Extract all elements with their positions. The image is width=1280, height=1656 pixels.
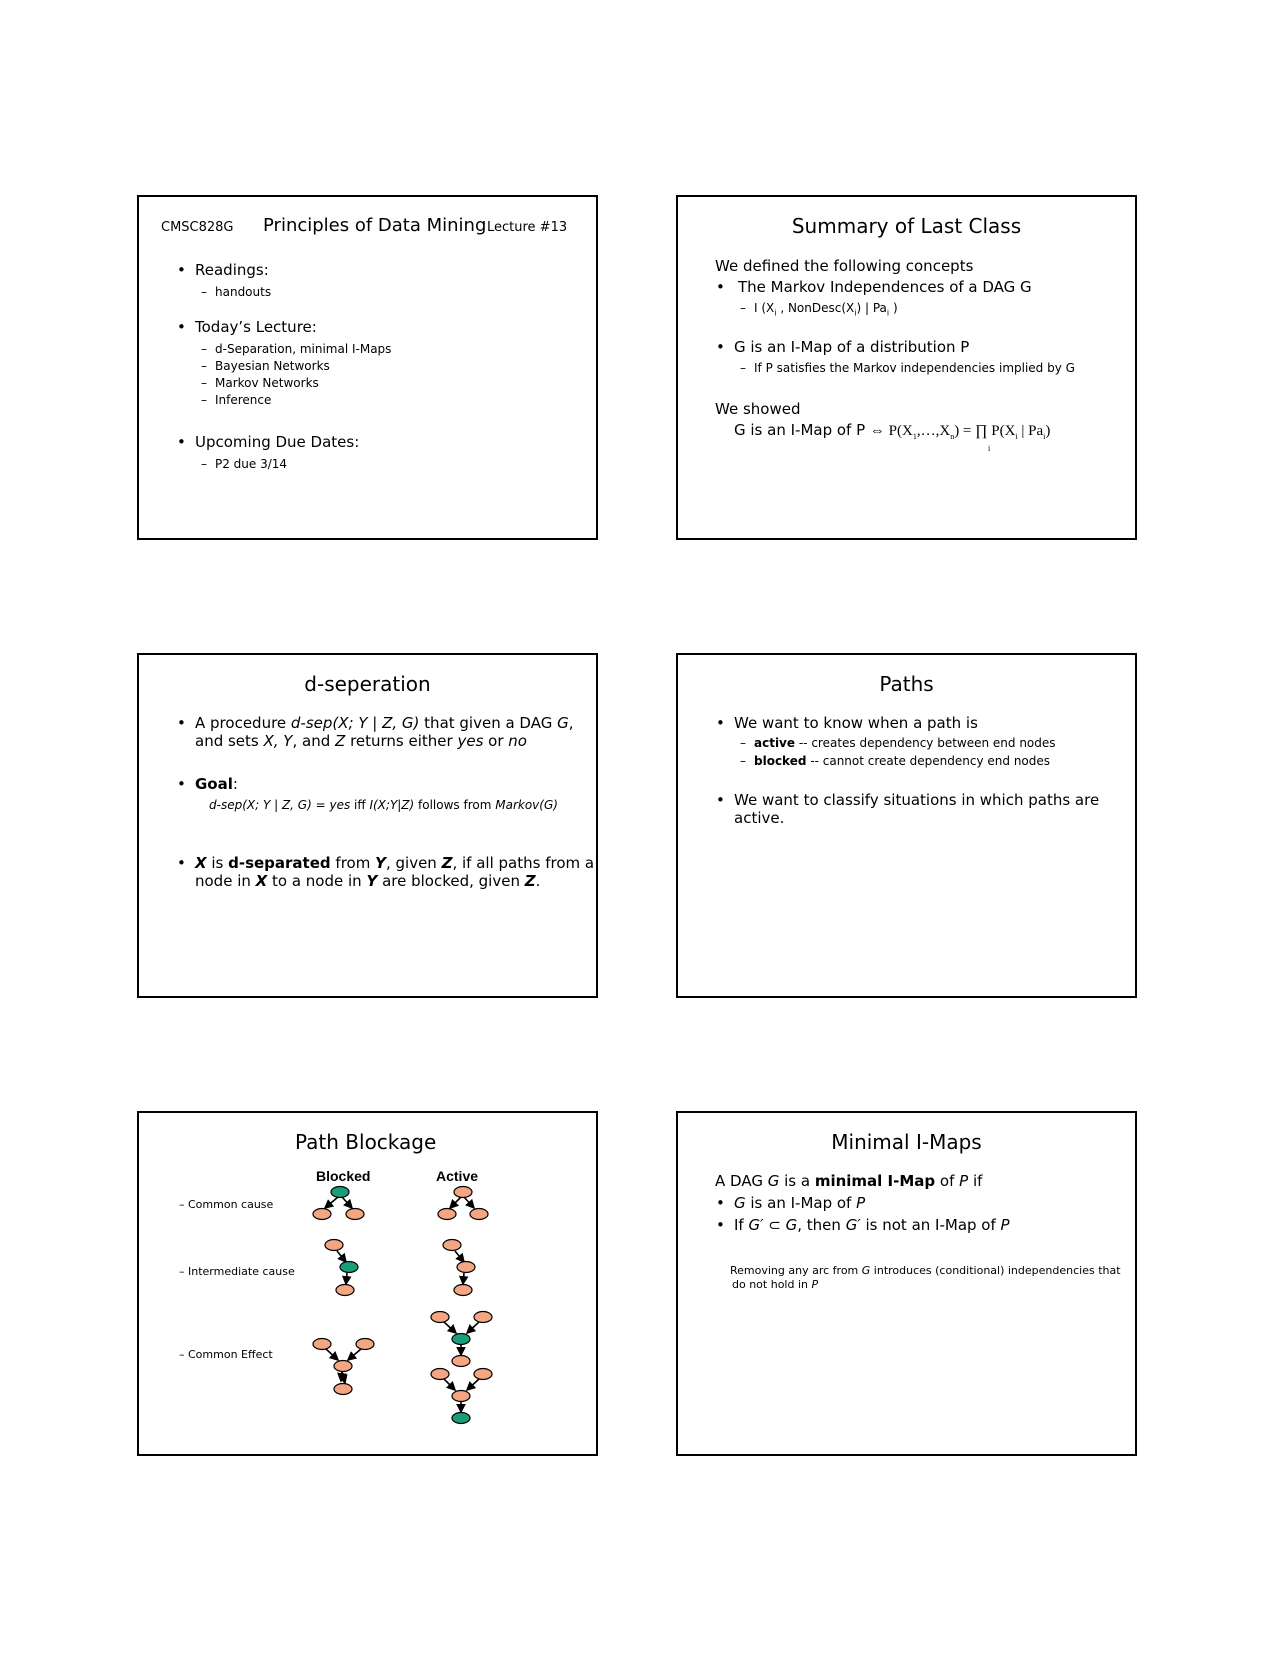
bullet-text: We want to know when a path is [734, 714, 978, 732]
course-title: Principles of Data Mining [263, 215, 487, 236]
edge [325, 1197, 338, 1208]
dash: – [740, 361, 746, 375]
node [443, 1240, 461, 1251]
node [336, 1285, 354, 1296]
node [431, 1369, 449, 1380]
row-label: – Intermediate cause [179, 1265, 295, 1278]
due-label: Upcoming Due Dates: [195, 433, 360, 451]
dash: – [201, 285, 207, 299]
node [452, 1356, 470, 1367]
bullet-text: We want to classify situations in which paths are [734, 791, 1100, 809]
sub-item: If P satisfies the Markov independencies implied by G [754, 361, 1075, 375]
node [470, 1209, 488, 1220]
bullet: • [177, 318, 186, 336]
bullet: • [716, 278, 725, 296]
node [457, 1262, 475, 1273]
node [325, 1240, 343, 1251]
readings-label: Readings: [195, 261, 269, 279]
slide-3 [137, 653, 598, 998]
column-blocked: Blocked [316, 1168, 371, 1184]
edge [342, 1197, 352, 1208]
slide-title: Minimal I-Maps [831, 1130, 982, 1154]
bullet: • [716, 714, 725, 732]
column-active: Active [436, 1168, 479, 1184]
bullet: • [177, 261, 186, 279]
bullet-text: G is an I-Map of a distribution P [734, 338, 970, 356]
goal-label: Goal: [195, 775, 238, 793]
node [431, 1312, 449, 1323]
node [346, 1209, 364, 1220]
intro-text: We defined the following concepts [715, 257, 974, 275]
bullet-text-line2: active. [734, 809, 785, 827]
product-index: i [988, 444, 991, 453]
bullet-text-line2: and sets X, Y, and Z returns either yes or no [195, 732, 527, 750]
slide-1 [137, 195, 598, 540]
dash: – [201, 342, 207, 356]
node-observed [452, 1413, 470, 1424]
slide-2 [676, 195, 1137, 540]
bullet-text: If G′ ⊂ G, then G′ is not an I-Map of P [734, 1216, 1010, 1234]
edge [450, 1197, 461, 1208]
readings-item: handouts [215, 285, 272, 299]
due-item: P2 due 3/14 [215, 457, 288, 471]
edge [348, 1349, 361, 1360]
lecture-number: Lecture #13 [487, 220, 568, 235]
slide-title: Summary of Last Class [791, 214, 1022, 238]
node [313, 1339, 331, 1350]
today-label: Today’s Lecture: [195, 318, 317, 336]
slide-title: d-seperation [304, 672, 431, 696]
edge [455, 1251, 464, 1262]
today-item: Markov Networks [215, 376, 319, 390]
node [356, 1339, 374, 1350]
course-code: CMSC828G [161, 220, 234, 235]
bullet: • [716, 1216, 725, 1234]
bullet: • [177, 714, 186, 732]
formula: G is an I-Map of P ⇔ $P(X_1,\dots,X_n)$ = ∏ $P(X_i$ | $Pa_i$) [734, 421, 1051, 441]
dash: – [740, 754, 746, 768]
edge [463, 1273, 464, 1284]
definition: A DAG G is a minimal I-Map of P if [715, 1172, 983, 1190]
bullet: • [177, 854, 186, 872]
edge [444, 1379, 455, 1390]
node [334, 1384, 352, 1395]
bullet-text-line2: node in X to a node in Y are blocked, given Z. [195, 872, 541, 890]
bullet-text: G is an I-Map of P [734, 1194, 866, 1212]
node [313, 1209, 331, 1220]
edge [326, 1349, 338, 1360]
note: Removing any arc from G introduces (conditional) independencies that [730, 1264, 1121, 1277]
node-observed [340, 1262, 358, 1273]
bullet: • [716, 1194, 725, 1212]
dash: – [740, 736, 746, 750]
node [474, 1369, 492, 1380]
slide-title: Path Blockage [295, 1130, 437, 1154]
row-label: – Common cause [179, 1198, 274, 1211]
bullet-text: X is d-separated from Y, given Z, if all paths from a [195, 854, 595, 872]
bullet-text: The Markov Independences of a DAG G [738, 278, 1032, 296]
today-item: d-Separation, minimal I-Maps [215, 342, 392, 356]
slide-4 [676, 653, 1137, 998]
edge [444, 1322, 456, 1333]
node [452, 1391, 470, 1402]
bullet: • [716, 338, 725, 356]
markov-independence: I ($X_i$ , $NonDesc(X_i)$ | $Pa_i$ ) [754, 301, 898, 318]
node-observed [452, 1334, 470, 1345]
today-item: Bayesian Networks [215, 359, 330, 373]
node [474, 1312, 492, 1323]
path-blockage-diagrams [139, 1113, 596, 1454]
edge [467, 1379, 479, 1390]
dash: – [201, 359, 207, 373]
dash: – [740, 301, 746, 315]
node [438, 1209, 456, 1220]
node [454, 1187, 472, 1198]
node [334, 1361, 352, 1372]
node [454, 1285, 472, 1296]
dash: – [201, 393, 207, 407]
edge [467, 1322, 479, 1333]
bullet: • [716, 791, 725, 809]
slide-title: Paths [879, 672, 934, 696]
bullet: • [177, 775, 186, 793]
edge [337, 1251, 346, 1262]
bullet: • [177, 433, 186, 451]
dash: – [201, 457, 207, 471]
dash: – [201, 376, 207, 390]
note-line2: do not hold in P [732, 1278, 819, 1291]
edge [342, 1372, 345, 1383]
today-item: Inference [215, 393, 272, 407]
active-item: active -- creates dependency between end nodes [754, 736, 1056, 750]
bullet-text: A procedure d-sep(X; Y | Z, G) that given a DAG G, [195, 714, 574, 732]
edge [464, 1197, 474, 1208]
slide-6 [676, 1111, 1137, 1456]
showed-text: We showed [715, 400, 801, 418]
slide-5 [137, 1111, 598, 1456]
edge [346, 1273, 347, 1284]
blocked-item: blocked -- cannot create dependency end nodes [754, 754, 1051, 768]
node-observed [331, 1187, 349, 1198]
row-label: – Common Effect [179, 1348, 273, 1361]
goal-text: d-sep(X; Y | Z, G) = yes iff I(X;Y|Z) follows from Markov(G) [209, 798, 558, 812]
